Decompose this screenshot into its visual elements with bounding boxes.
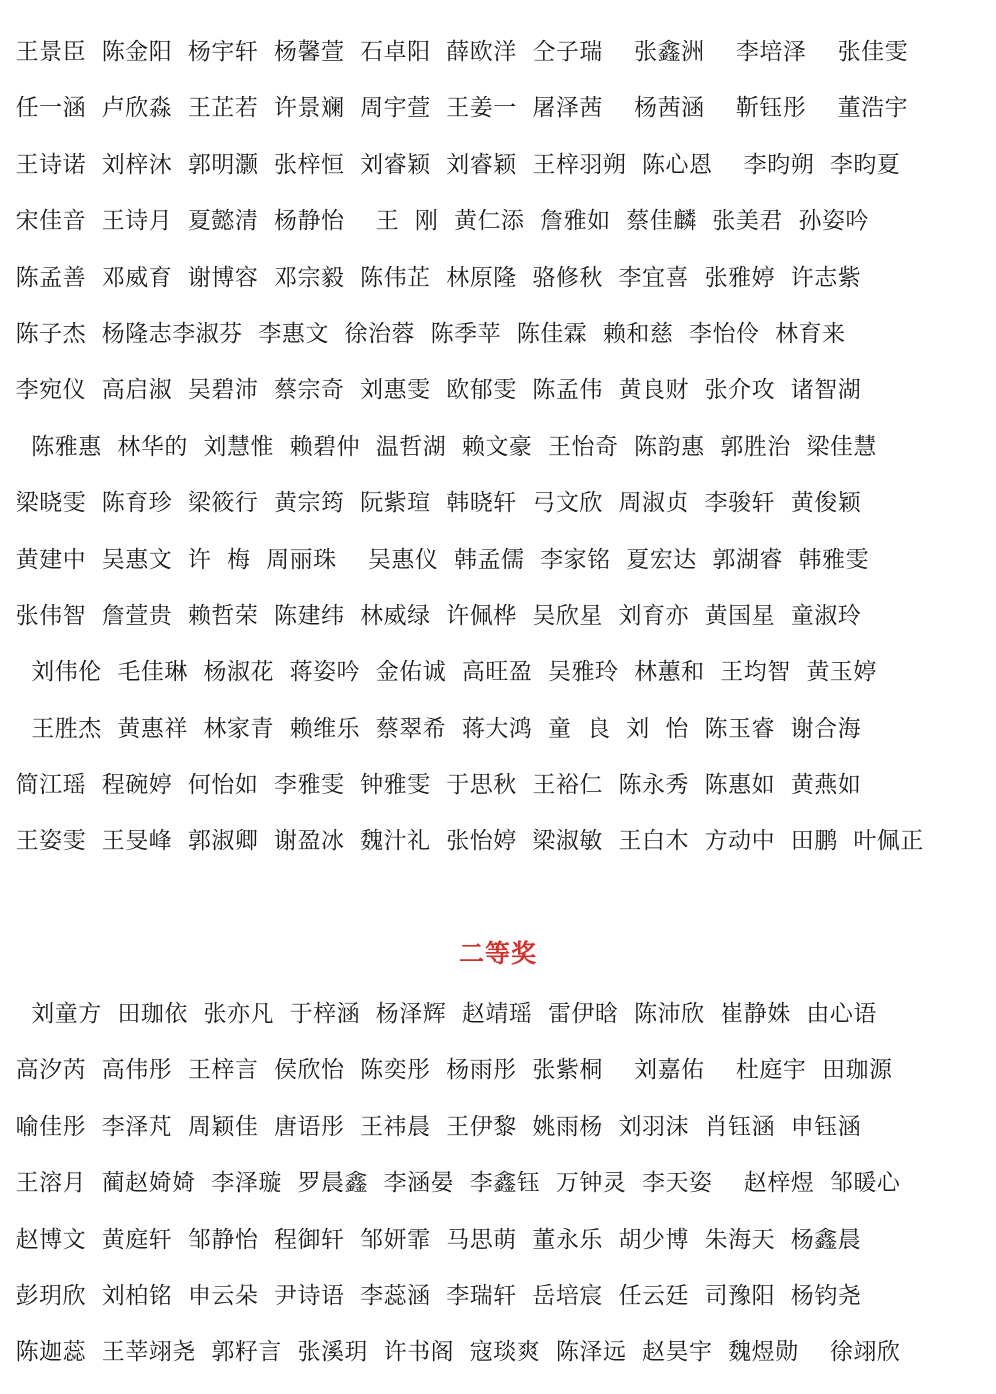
name-row: 王景臣 陈金阳 杨宇轩 杨馨萱 石卓阳 薛欧洋 仝子瑞 张鑫洲 李培泽 张佳雯 [0,39,909,65]
name-row: 王胜杰 黄惠祥 林家青 赖维乐 蔡翠希 蒋大鸿 童 良 刘 怡 陈玉睿 谢合海 [0,715,862,742]
name-row: 简江瑶 程碗婷 何怡如 李雅雯 钟雅雯 于思秋 王裕仁 陈永秀 陈惠如 黄燕如 [0,772,862,799]
name-row: 高汐芮 高伟彤 王梓言 侯欣怡 陈奕彤 杨雨彤 张紫桐 刘嘉佑 杜庭宇 田珈源 [0,1057,893,1084]
name-row: 黄建中 吴惠文 许 梅 周丽珠 吴惠仪 韩孟儒 李家铭 夏宏达 郭湖睿 韩雅雯 [0,546,869,573]
name-row: 宋佳音 王诗月 夏懿清 杨静怡 王 刚 黄仁添 詹雅如 蔡佳麟 张美君 孙姿吟 [0,208,869,235]
second-prize-heading: 二等奖 [458,939,537,968]
name-row: 陈雅惠 林华的 刘慧惟 赖碧仲 温哲湖 赖文豪 王怡奇 陈韵惠 郭胜治 梁佳慧 [0,433,877,460]
name-row: 陈迦蕊 王莘翊尧 郭籽言 张溪玥 许书阁 寇琰爽 陈泽远 赵昊宇 魏煜勋 徐翊欣 [0,1339,901,1366]
name-row: 梁晓雯 陈育珍 梁筱行 黄宗筠 阮紫瑄 韩晓轩 弓文欣 周淑贞 李骏轩 黄俊颖 [0,490,862,517]
name-row: 任一涵 卢欣淼 王芷若 许景斓 周宇萱 王姜一 屠泽茜 杨茜涵 靳钰彤 董浩宇 [0,95,909,122]
name-row: 喻佳彤 李泽芃 周颖佳 唐语彤 王祎晨 王伊黎 姚雨杨 刘羽沫 肖钰涵 申钰涵 [0,1113,862,1140]
name-row: 张伟智 詹萱贵 赖哲荣 陈建纬 林威绿 许佩桦 吴欣星 刘育亦 黄国星 童淑玲 [0,602,862,629]
name-row: 刘童方 田珈依 张亦凡 于梓涵 杨泽辉 赵靖瑶 雷伊晗 陈沛欣 崔静姝 由心语 [0,1001,877,1027]
name-row: 赵博文 黄庭轩 邹静怡 程御轩 邹妍霏 马思萌 董永乐 胡少博 朱海天 杨鑫晨 [0,1226,862,1253]
second-prize-name-list [0,992,996,1387]
name-row: 王诗诺 刘梓沐 郭明灏 张梓恒 刘睿颖 刘睿颖 王梓羽朔 陈心恩 李昀朔 李昀夏 [0,151,901,178]
name-row: 李宛仪 高启淑 吴碧沛 蔡宗奇 刘惠雯 欧郁雯 陈孟伟 黄良财 张介攻 诸智湖 [0,377,862,404]
name-row: 陈孟善 邓威育 谢博容 邓宗毅 陈伟芷 林原隆 骆修秋 李宜喜 张雅婷 许志紫 [0,264,862,291]
name-row: 王姿雯 王旻峰 郭淑卿 谢盈冰 魏汁礼 张怡婷 梁淑敏 王白木 方动中 田鹏 叶佩正 [0,828,924,855]
name-row: 彭玥欣 刘柏铭 申云朵 尹诗语 李蕊涵 李瑞轩 岳培宸 任云廷 司豫阳 杨钧尧 [0,1282,862,1309]
first-name-list [0,30,996,876]
name-row: 陈子杰 杨隆志李淑芬 李惠文 徐治蓉 陈季苹 陈佳霖 赖和慈 李怡伶 林育来 [0,320,846,347]
name-row: 刘伟伦 毛佳琳 杨淑花 蒋姿吟 金佑诚 高旺盈 吴雅玲 林蕙和 王均智 黄玉婷 [0,659,877,686]
name-row: 王溶月 蔺赵婍婍 李泽璇 罗晨鑫 李涵晏 李鑫钰 万钟灵 李天姿 赵梓煜 邹暖心 [0,1170,901,1197]
